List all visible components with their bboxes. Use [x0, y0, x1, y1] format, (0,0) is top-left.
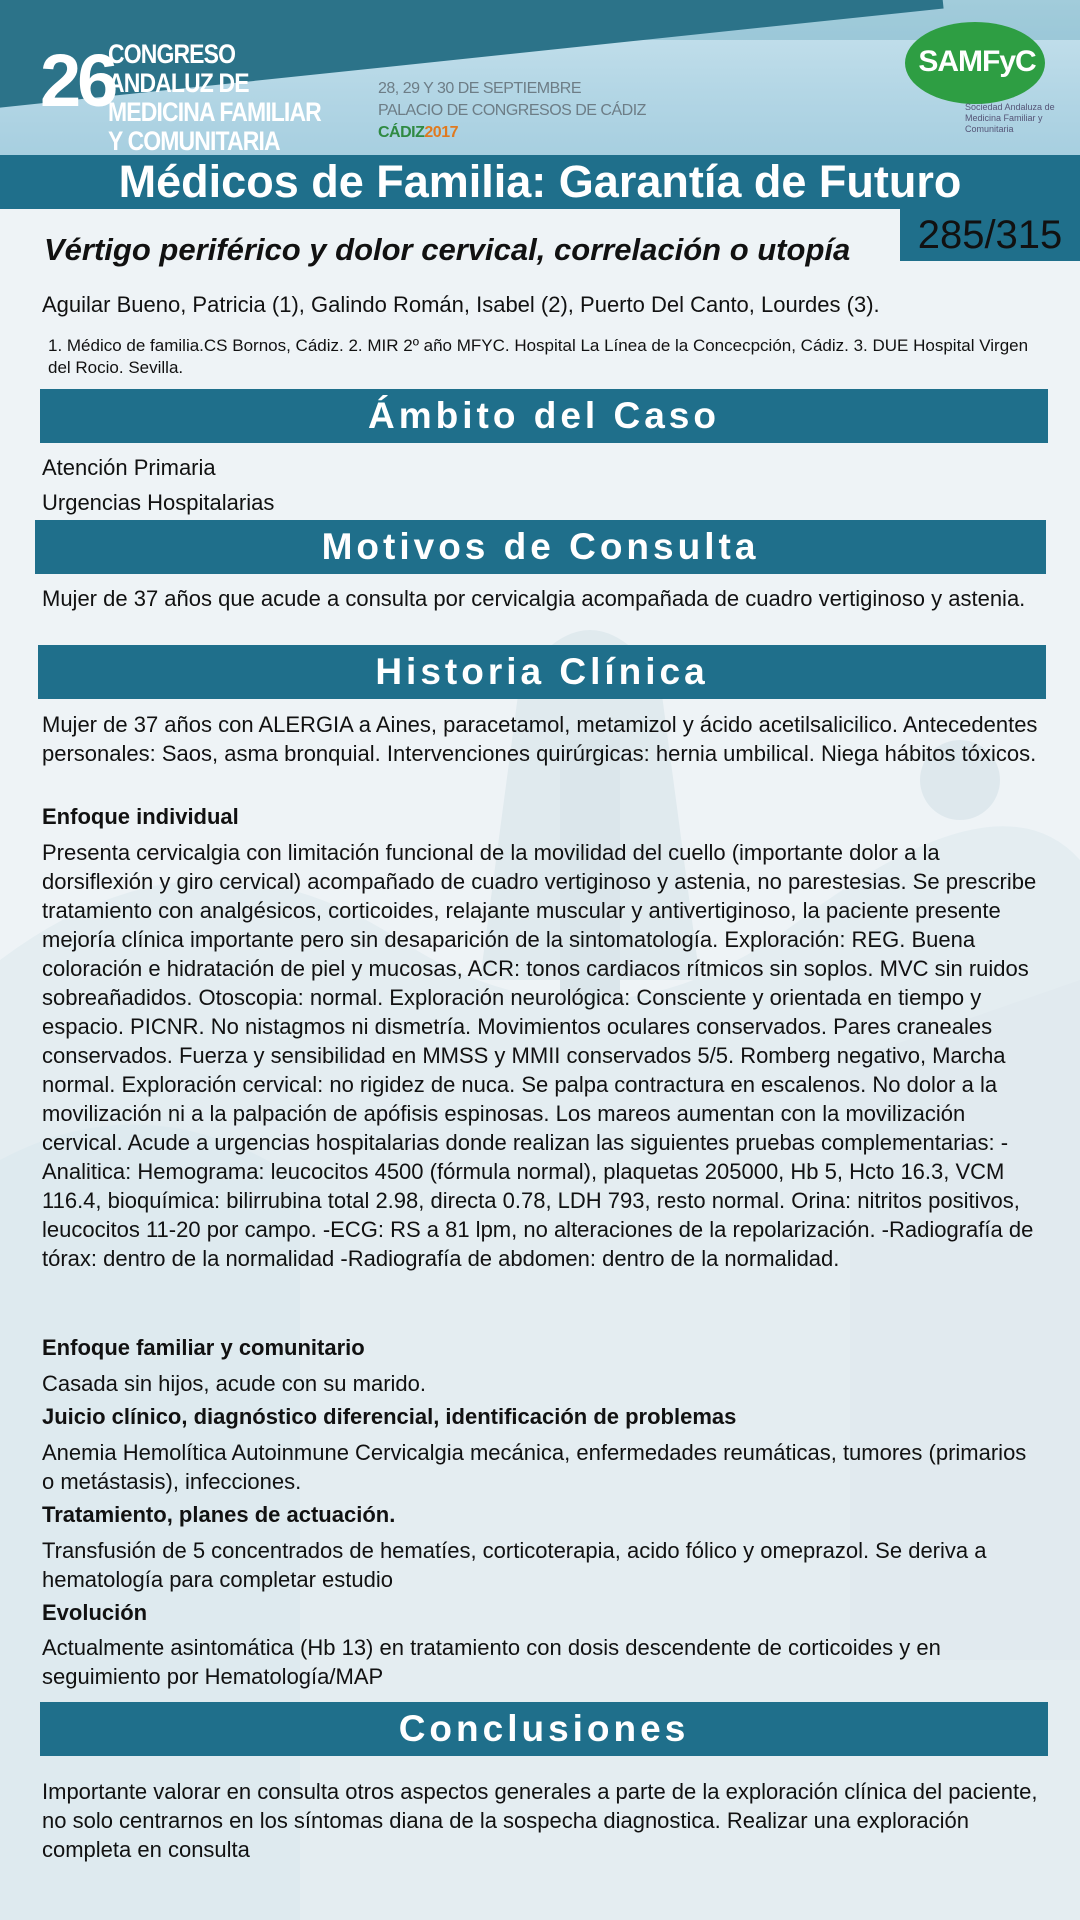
congress-name: CONGRESO ANDALUZ DE MEDICINA FAMILIAR Y COMUNITARIA: [108, 39, 321, 155]
authors: Aguilar Bueno, Patricia (1), Galindo Román, Isabel (2), Puerto Del Canto, Lourdes (3).: [42, 292, 880, 317]
historia-intro: Mujer de 37 años con ALERGIA a Aines, paracetamol, metamizol y ácido acetilsalicilico. Antecedentes personales: Saos, asma bronquial. Intervenciones quirúrgicas: hernia umbilical. Niega hábitos tóxicos.: [42, 712, 1038, 766]
section-header-motivos: Motivos de Consulta: [35, 520, 1046, 574]
section-header-conclusiones: Conclusiones: [40, 1702, 1048, 1756]
enfoque-familiar-heading: Enfoque familiar y comunitario: [42, 1335, 365, 1360]
samfyc-logo-text: SAMFyC: [918, 45, 1036, 78]
congress-dates: 28, 29 Y 30 DE SEPTIEMBRE: [378, 80, 582, 97]
case-title: Vértigo periférico y dolor cervical, correlación o utopía: [44, 232, 851, 267]
evolucion-text: Actualmente asintomática (Hb 13) en tratamiento con dosis descendente de corticoides y en seguimiento por Hematología/MAP: [42, 1635, 941, 1689]
samfyc-logo-subtitle: Sociedad Andaluza de Medicina Familiar y Comunitaria: [965, 102, 1055, 134]
conclusiones-text: Importante valorar en consulta otros aspectos generales a parte de la exploración clínica del paciente, no solo centrarnos en los síntomas diana de la sospecha diagnostica. Realizar una exploración completa en consulta: [42, 1779, 1038, 1862]
evolucion-heading: Evolución: [42, 1600, 148, 1625]
tratamiento-heading: Tratamiento, planes de actuación.: [42, 1502, 396, 1527]
enfoque-individual-text: Presenta cervicalgia con limitación funcional de la movilidad del cuello (importante dolor a la dorsiflexión y giro cervical) acompañado de cuadro vertiginoso y astenia, no parestesias. Se prescribe tratamiento con analgésicos, corticoides, relajante muscular y antivertiginoso, la paciente presente mejoría clínica importante pero sin desaparición de la sintomatología. Exploración: REG. Buena coloración e hidratación de piel y mucosas, ACR: tonos cardiacos rítmicos sin soplos. MVC sin ruidos sobreañadidos. Otoscopia: normal. Exploración neurológica: Consciente y orientada en tiempo y espacio. PICNR. No nistagmos ni dismetría. Movimientos oculares conservados. Pares craneales conservados. Fuerza y sensibilidad en MMSS y MMII conservados 5/5. Romberg negativo, Marcha normal. Exploración cervical: no rigidez de nuca. Se palpa contractura en escalenos. No dolor a la movilización ni a la palpación de apófisis espinosas. Los mareos aumentan con la movilización cervical. Acude a urgencias hospitalarias donde realizan las siguientes pruebas complementarias: -Analitica: Hemograma: leucocitos 4500 (fórmula normal), plaquetas 205000, Hb 5, Hcto 16.3, VCM 116.4, bioquímica: bilirrubina total 2.98, directa 0.78, LDH 793, resto normal. Orina: nitritos positivos, leucocitos 11-20 por campo. -ECG: RS a 81 lpm, no alteraciones de la repolarización. -Radiografía de tórax: dentro de la normalidad -Radiografía de abdomen: dentro de la normalidad.: [42, 840, 1037, 1271]
section-header-historia: Historia Clínica: [38, 645, 1046, 699]
ambito-line-2: Urgencias Hospitalarias: [42, 490, 275, 515]
section-header-ambito: Ámbito del Caso: [40, 389, 1048, 443]
tratamiento-text: Transfusión de 5 concentrados de hematíes, corticoterapia, acido fólico y omeprazol. Se deriva a hematología para completar estudio: [42, 1538, 987, 1592]
ambito-line-1: Atención Primaria: [42, 455, 216, 480]
congress-number: 26: [40, 39, 115, 122]
enfoque-individual-heading: Enfoque individual: [42, 804, 239, 829]
poster-number-badge: 285/315: [900, 209, 1080, 261]
poster-main-title: Médicos de Familia: Garantía de Futuro: [118, 156, 962, 207]
affiliations: 1. Médico de familia.CS Bornos, Cádiz. 2. MIR 2º año MFYC. Hospital La Línea de la Concecpción, Cádiz. 3. DUE Hospital Virgen del Rocio. Sevilla.: [48, 336, 1029, 377]
motivos-text: Mujer de 37 años que acude a consulta por cervicalgia acompañada de cuadro vertiginoso y astenia.: [42, 586, 1026, 611]
enfoque-familiar-text: Casada sin hijos, acude con su marido.: [42, 1371, 426, 1396]
congress-venue: PALACIO DE CONGRESOS DE CÁDIZ: [378, 102, 646, 119]
juicio-heading: Juicio clínico, diagnóstico diferencial, identificación de problemas: [42, 1404, 737, 1429]
congress-city: CÁDIZ: [378, 124, 425, 141]
juicio-text: Anemia Hemolítica Autoinmune Cervicalgia mecánica, enfermedades reumáticas, tumores (primarios o metástasis), infecciones.: [42, 1440, 1027, 1494]
congress-year: 2017: [424, 124, 458, 141]
